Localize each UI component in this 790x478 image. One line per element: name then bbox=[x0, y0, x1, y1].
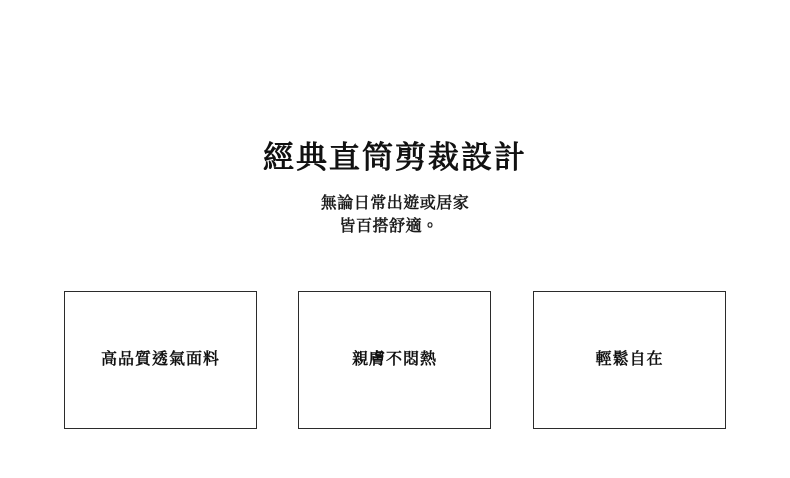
feature-box-1-label: 高品質透氣面料 bbox=[100, 350, 220, 368]
subtitle-line-1: 無論日常出遊或居家 bbox=[320, 195, 470, 212]
feature-box-2-label: 親膚不悶熱 bbox=[351, 350, 437, 368]
feature-box-row bbox=[0, 291, 790, 429]
feature-box-1 bbox=[64, 291, 257, 429]
subtitle-line-2: 皆百搭舒適。 bbox=[339, 218, 439, 236]
feature-box-3-label: 輕鬆自在 bbox=[595, 350, 664, 368]
feature-box-2 bbox=[298, 291, 491, 429]
feature-box-3 bbox=[533, 291, 726, 429]
subtitle bbox=[0, 192, 790, 238]
page-title: 經典直筒剪裁設計 bbox=[263, 139, 527, 175]
